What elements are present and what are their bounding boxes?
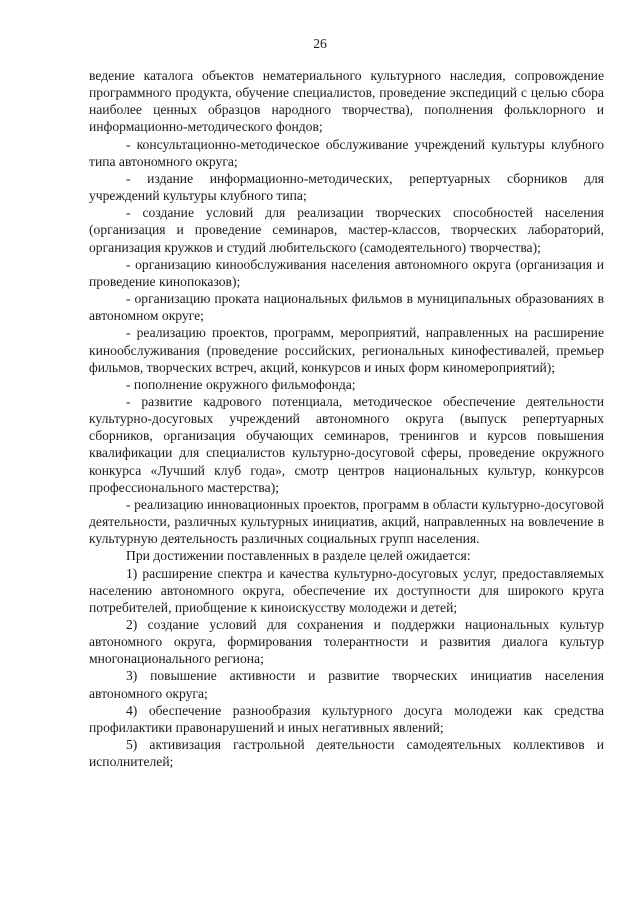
numbered-item: 2) создание условий для сохранения и поддержки национальных культур автономного округа, формирования толерантности и развития диалога культур многонационального региона; (89, 617, 604, 667)
section-lead: При достижении поставленных в разделе целей ожидается: (126, 548, 471, 564)
list-item: - реализацию инновационных проектов, программ в области культурно-досуговой деятельности, различных культурных инициатив, акций, направленных на вовлечение в культурную деятельность различных социальных групп населения. (89, 496, 604, 547)
numbered-item: 4) обеспечение разнообразия культурного досуга молодежи как средства профилактики правонарушений и иных негативных явлений; (89, 702, 604, 735)
numbered-item: 3) повышение активности и развитие творческих инициатив населения автономного округа; (89, 668, 604, 701)
body-text (89, 67, 604, 770)
list-item: - издание информационно-методических, репертуарных сборников для учреждений культуры клубного типа; (89, 170, 604, 204)
list-item: - организацию кинообслуживания населения автономного округа (организация и проведение кинопоказов); (89, 256, 604, 289)
list-item: - развитие кадрового потенциала, методическое обеспечение деятельности культурно-досуговых учреждений автономного округа (выпуск репертуарных сборников, организация обучающих семинаров, тренингов и курсов повышения квалификации для специалистов культурно-досуговой сферы, проведение окружного конкурса «Лучший клуб года», смотр центров национальных культур, конкурсов профессионального мастерства); (89, 393, 604, 495)
numbered-item: 1) расширение спектра и качества культурно-досуговых услуг, предоставляемых населению автономного округа, обеспечение их доступности для широкого круга потребителей, приобщение к киноискусству молодежи и детей; (89, 565, 604, 615)
list-item: - создание условий для реализации творческих способностей населения (организация и проведение семинаров, мастер-классов, творческих лабораторий, организация кружков и студий любительского (самодеятельного) творчества); (89, 205, 604, 255)
list-item: - организацию проката национальных фильмов в муниципальных образованиях в автономном округе; (89, 291, 604, 324)
page-number: 26 (313, 36, 327, 51)
list-item: - реализацию проектов, программ, мероприятий, направленных на расширение кинообслуживания (проведение российских, региональных кинофестивалей, премьер фильмов, творческих встреч, акций, конкурсов и иных форм киномероприятий); (89, 325, 604, 375)
numbered-item: 5) активизация гастрольной деятельности самодеятельных коллективов и исполнителей; (89, 737, 604, 770)
paragraph: ведение каталога объектов нематериального культурного наследия, сопровождение программного продукта, обучение специалистов, проведение экспедиций с целью сбора наиболее ценных образцов народного творчества), пополнения фольклорного и информационно-методического фондов; (89, 68, 604, 135)
list-item: - пополнение окружного фильмофонда; (126, 376, 356, 392)
list-item: - консультационно-методическое обслуживание учреждений культуры клубного типа автономного округа; (89, 136, 604, 169)
